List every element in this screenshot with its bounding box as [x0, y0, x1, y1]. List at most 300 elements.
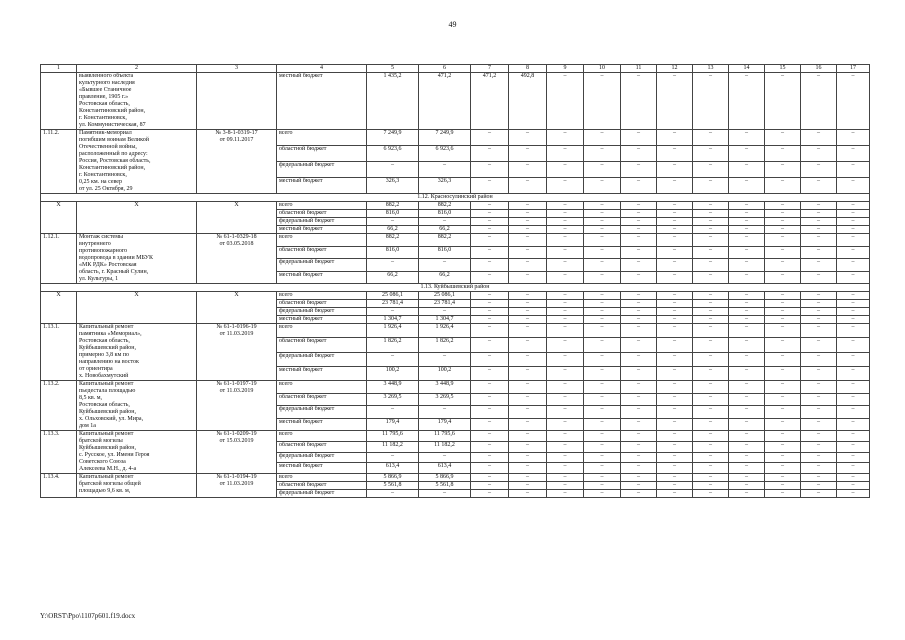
dash-cell: – [584, 271, 621, 284]
row-number: 1.13.1. [41, 324, 77, 381]
dash-cell: – [621, 338, 657, 352]
column-header: 13 [693, 65, 729, 73]
dash-cell: – [837, 393, 870, 406]
dash-cell: – [657, 146, 693, 162]
table-cell: – [419, 406, 471, 419]
column-header: 6 [419, 65, 471, 73]
dash-cell: – [837, 130, 870, 146]
dash-cell: – [471, 259, 509, 272]
dash-cell: – [584, 73, 621, 130]
row-number: 1.12.1. [41, 234, 77, 284]
dash-cell: – [621, 259, 657, 272]
dash-cell: – [621, 431, 657, 442]
budget-type: федеральный бюджет [277, 452, 367, 463]
object-name: Капитальный ремонт братской могилы общей площадью 9,6 кв. м, [77, 474, 197, 498]
dash-cell: – [471, 162, 509, 178]
dash-cell: – [621, 316, 657, 324]
dash-cell: – [547, 431, 584, 442]
section-heading: 1.12. Красносулинский район [41, 194, 870, 202]
dash-cell: – [509, 474, 547, 482]
dash-cell: – [801, 259, 837, 272]
dash-cell: – [729, 463, 765, 474]
budget-type: всего [277, 381, 367, 394]
dash-cell: – [471, 300, 509, 308]
dash-cell: – [765, 130, 801, 146]
table-cell: 1 435,2 [367, 73, 419, 130]
dash-cell: – [509, 178, 547, 194]
dash-cell: – [471, 271, 509, 284]
dash-cell: – [657, 381, 693, 394]
budget-type: федеральный бюджет [277, 308, 367, 316]
table-row [41, 130, 870, 146]
dash-cell: – [729, 202, 765, 210]
table-cell: – [419, 162, 471, 178]
value-cell: 7 249,9 [367, 130, 419, 146]
dash-cell: – [584, 316, 621, 324]
dash-cell: – [801, 393, 837, 406]
dash-cell: – [837, 202, 870, 210]
dash-cell: – [657, 300, 693, 308]
dash-cell: – [801, 210, 837, 218]
dash-cell: – [621, 210, 657, 218]
dash-cell: – [801, 316, 837, 324]
dash-cell: – [801, 202, 837, 210]
value-cell: 6 923,6 [419, 146, 471, 162]
dash-cell: – [471, 292, 509, 300]
dash-cell: – [765, 393, 801, 406]
dash-cell: – [509, 393, 547, 406]
value-cell: 11 795,6 [367, 431, 419, 442]
dash-cell: – [471, 218, 509, 226]
dash-cell: – [584, 490, 621, 498]
dash-cell: – [657, 210, 693, 218]
column-header: 14 [729, 65, 765, 73]
column-header: 1 [41, 65, 77, 73]
dash-cell: – [693, 474, 729, 482]
dash-cell: – [547, 271, 584, 284]
dash-cell: – [729, 474, 765, 482]
dash-cell: – [837, 452, 870, 463]
table-cell: – [419, 452, 471, 463]
dash-cell: – [547, 210, 584, 218]
value-cell: 816,0 [367, 210, 419, 218]
dash-cell: – [509, 210, 547, 218]
column-header: 12 [657, 65, 693, 73]
dash-cell: – [621, 418, 657, 431]
dash-cell: – [584, 441, 621, 452]
object-name: выявленного объекта культурного наследия «Бывшее Станичное правление, 1905 г.» Ростовская область, Константиновский район, г. Константиновск, ул. Коммунистическая, 87 [77, 73, 197, 130]
value-cell: 1 926,4 [419, 324, 471, 338]
table-cell: – [419, 352, 471, 366]
dash-cell: – [801, 418, 837, 431]
dash-cell: – [693, 246, 729, 259]
dash-cell: – [801, 130, 837, 146]
dash-cell: – [837, 300, 870, 308]
budget-type: местный бюджет [277, 463, 367, 474]
budget-type: местный бюджет [277, 418, 367, 431]
dash-cell: – [621, 366, 657, 380]
dash-cell: – [584, 234, 621, 247]
table-row [41, 324, 870, 338]
dash-cell: – [729, 366, 765, 380]
dash-cell: – [837, 218, 870, 226]
dash-cell: – [693, 463, 729, 474]
table-cell: – [367, 308, 419, 316]
value-cell: 816,0 [419, 210, 471, 218]
dash-cell: – [657, 393, 693, 406]
dash-cell: – [547, 300, 584, 308]
table-cell [197, 73, 277, 130]
dash-cell: – [509, 234, 547, 247]
table-row [41, 202, 870, 210]
budget-type: местный бюджет [277, 178, 367, 194]
dash-cell: – [693, 393, 729, 406]
budget-type: местный бюджет [277, 73, 367, 130]
dash-cell: – [693, 130, 729, 146]
dash-cell: – [547, 418, 584, 431]
dash-cell: – [729, 338, 765, 352]
dash-cell: – [729, 292, 765, 300]
document-ref: № 61-1-0194-19 от 11.03.2019 [197, 474, 277, 498]
dash-cell: – [837, 210, 870, 218]
column-header: 5 [367, 65, 419, 73]
dash-cell: – [801, 300, 837, 308]
dash-cell: – [693, 338, 729, 352]
dash-cell: – [509, 202, 547, 210]
value-cell: 882,2 [367, 234, 419, 247]
dash-cell: – [657, 452, 693, 463]
dash-cell: – [765, 246, 801, 259]
value-cell: 1 304,7 [419, 316, 471, 324]
dash-cell: – [547, 316, 584, 324]
dash-cell: – [621, 73, 657, 130]
dash-cell: – [657, 366, 693, 380]
dash-cell: – [547, 452, 584, 463]
dash-cell: – [801, 431, 837, 442]
dash-cell: – [621, 300, 657, 308]
dash-cell: – [621, 463, 657, 474]
dash-cell: – [837, 406, 870, 419]
dash-cell: – [621, 146, 657, 162]
value-cell: 11 182,2 [419, 441, 471, 452]
dash-cell: – [509, 308, 547, 316]
dash-cell: – [584, 482, 621, 490]
value-cell: 66,2 [419, 271, 471, 284]
value-cell: 179,4 [367, 418, 419, 431]
dash-cell: – [693, 418, 729, 431]
dash-cell: – [471, 490, 509, 498]
dash-cell: – [657, 73, 693, 130]
dash-cell: – [657, 246, 693, 259]
value-cell: 882,2 [419, 234, 471, 247]
budget-type: всего [277, 431, 367, 442]
dash-cell: – [584, 226, 621, 234]
budget-type: федеральный бюджет [277, 352, 367, 366]
value-cell: 3 269,5 [367, 393, 419, 406]
budget-type: областной бюджет [277, 300, 367, 308]
dash-cell: – [765, 441, 801, 452]
value-cell: 5 866,9 [367, 474, 419, 482]
dash-cell: – [584, 162, 621, 178]
dash-cell: – [693, 292, 729, 300]
dash-cell: – [621, 324, 657, 338]
dash-cell: – [509, 366, 547, 380]
dash-cell: – [837, 381, 870, 394]
dash-cell: – [621, 452, 657, 463]
dash-cell: – [509, 246, 547, 259]
budget-type: федеральный бюджет [277, 162, 367, 178]
dash-cell: – [765, 292, 801, 300]
dash-cell: – [584, 130, 621, 146]
dash-cell: – [621, 130, 657, 146]
row-number: 1.11.2. [41, 130, 77, 194]
dash-cell: – [547, 130, 584, 146]
x-mark: Х [41, 202, 77, 234]
value-cell: 5 561,8 [367, 482, 419, 490]
object-name: Капитальный ремонт братской могилы Куйбышевский район, с. Русское, ул. Имени Героя Советского Союза Алексеева М.Н., д. 4-а [77, 431, 197, 474]
dash-cell: – [837, 246, 870, 259]
dash-cell: – [509, 271, 547, 284]
page-number: 49 [448, 20, 457, 29]
dash-cell: – [509, 406, 547, 419]
dash-cell: – [471, 308, 509, 316]
dash-cell: – [801, 246, 837, 259]
dash-cell: – [657, 259, 693, 272]
dash-cell: – [584, 406, 621, 419]
dash-cell: – [765, 300, 801, 308]
dash-cell: – [693, 178, 729, 194]
dash-cell: – [729, 246, 765, 259]
dash-cell: – [509, 226, 547, 234]
section-heading: 1.13. Куйбышевский район [41, 284, 870, 292]
dash-cell: – [471, 393, 509, 406]
dash-cell: – [584, 146, 621, 162]
dash-cell: – [765, 418, 801, 431]
dash-cell: – [765, 210, 801, 218]
dash-cell: – [801, 226, 837, 234]
dash-cell: – [765, 463, 801, 474]
dash-cell: – [837, 490, 870, 498]
dash-cell: – [729, 308, 765, 316]
table-cell: – [419, 490, 471, 498]
dash-cell: – [693, 300, 729, 308]
dash-cell: – [509, 463, 547, 474]
dash-cell: – [509, 441, 547, 452]
dash-cell: – [801, 308, 837, 316]
x-mark: Х [77, 202, 197, 234]
table-cell: – [367, 452, 419, 463]
dash-cell: – [547, 393, 584, 406]
dash-cell: – [765, 218, 801, 226]
dash-cell: – [837, 292, 870, 300]
table-cell: – [367, 406, 419, 419]
dash-cell: – [657, 463, 693, 474]
dash-cell: – [471, 474, 509, 482]
dash-cell: – [837, 352, 870, 366]
dash-cell: – [547, 324, 584, 338]
dash-cell: – [729, 352, 765, 366]
document-ref: № 61-1-0197-19 от 11.03.2019 [197, 381, 277, 431]
dash-cell: – [801, 338, 837, 352]
dash-cell: – [547, 381, 584, 394]
dash-cell: – [657, 234, 693, 247]
table-cell: 471,2 [471, 73, 509, 130]
dash-cell: – [471, 452, 509, 463]
dash-cell: – [547, 482, 584, 490]
dash-cell: – [693, 226, 729, 234]
dash-cell: – [837, 316, 870, 324]
dash-cell: – [801, 73, 837, 130]
column-header: 11 [621, 65, 657, 73]
dash-cell: – [693, 271, 729, 284]
budget-type: местный бюджет [277, 226, 367, 234]
dash-cell: – [471, 130, 509, 146]
value-cell: 7 249,9 [419, 130, 471, 146]
header-row [41, 65, 870, 73]
value-cell: 6 923,6 [367, 146, 419, 162]
budget-type: местный бюджет [277, 366, 367, 380]
dash-cell: – [765, 366, 801, 380]
dash-cell: – [729, 381, 765, 394]
dash-cell: – [509, 300, 547, 308]
dash-cell: – [837, 418, 870, 431]
dash-cell: – [547, 259, 584, 272]
dash-cell: – [547, 406, 584, 419]
object-name: Капитальный ремонт памятника «Мемориал», Ростовская область, Куйбышевский район, примерно 3,8 км по направлению на восток от ориентира х. Новобахмутский [77, 324, 197, 381]
dash-cell: – [765, 490, 801, 498]
table-cell: – [419, 308, 471, 316]
dash-cell: – [584, 218, 621, 226]
object-name: Капитальный ремонт пьедестала площадью 8,5 кв. м, Ростовская область, Куйбышевский район, х. Ольховский, ул. Мира, дом 1а [77, 381, 197, 431]
dash-cell: – [729, 130, 765, 146]
dash-cell: – [765, 178, 801, 194]
dash-cell: – [471, 463, 509, 474]
dash-cell: – [693, 202, 729, 210]
dash-cell: – [729, 210, 765, 218]
dash-cell: – [693, 73, 729, 130]
dash-cell: – [509, 352, 547, 366]
dash-cell: – [509, 482, 547, 490]
dash-cell: – [547, 226, 584, 234]
dash-cell: – [471, 226, 509, 234]
document-ref: № 61-1-0329-18 от 03.05.2018 [197, 234, 277, 284]
budget-type: всего [277, 292, 367, 300]
dash-cell: – [693, 441, 729, 452]
dash-cell: – [584, 210, 621, 218]
dash-cell: – [547, 234, 584, 247]
dash-cell: – [471, 406, 509, 419]
dash-cell: – [801, 271, 837, 284]
dash-cell: – [765, 406, 801, 419]
dash-cell: – [801, 146, 837, 162]
value-cell: 882,2 [367, 202, 419, 210]
value-cell: 326,3 [419, 178, 471, 194]
value-cell: 25 086,1 [367, 292, 419, 300]
dash-cell: – [657, 292, 693, 300]
dash-cell: – [837, 234, 870, 247]
column-header: 10 [584, 65, 621, 73]
dash-cell: – [693, 259, 729, 272]
dash-cell: – [547, 441, 584, 452]
dash-cell: – [729, 482, 765, 490]
dash-cell: – [621, 381, 657, 394]
table-cell: – [367, 352, 419, 366]
dash-cell: – [471, 352, 509, 366]
dash-cell: – [471, 338, 509, 352]
dash-cell: – [657, 130, 693, 146]
dash-cell: – [765, 431, 801, 442]
dash-cell: – [837, 431, 870, 442]
dash-cell: – [509, 259, 547, 272]
value-cell: 3 448,9 [419, 381, 471, 394]
dash-cell: – [471, 316, 509, 324]
dash-cell: – [584, 352, 621, 366]
dash-cell: – [765, 202, 801, 210]
budget-type: областной бюджет [277, 210, 367, 218]
value-cell: 613,4 [367, 463, 419, 474]
table-row [41, 234, 870, 247]
dash-cell: – [509, 324, 547, 338]
dash-cell: – [837, 441, 870, 452]
dash-cell: – [547, 474, 584, 482]
value-cell: 11 795,6 [419, 431, 471, 442]
dash-cell: – [547, 490, 584, 498]
dash-cell: – [801, 490, 837, 498]
dash-cell: – [765, 482, 801, 490]
dash-cell: – [509, 418, 547, 431]
dash-cell: – [509, 292, 547, 300]
dash-cell: – [801, 474, 837, 482]
dash-cell: – [509, 452, 547, 463]
value-cell: 100,2 [419, 366, 471, 380]
dash-cell: – [837, 324, 870, 338]
table-cell: 492,8 [509, 73, 547, 130]
budget-type: федеральный бюджет [277, 218, 367, 226]
dash-cell: – [584, 338, 621, 352]
dash-cell: – [693, 352, 729, 366]
table-cell: – [367, 259, 419, 272]
value-cell: 66,2 [367, 271, 419, 284]
column-header: 15 [765, 65, 801, 73]
dash-cell: – [801, 366, 837, 380]
budget-type: областной бюджет [277, 246, 367, 259]
column-header: 3 [197, 65, 277, 73]
column-header: 16 [801, 65, 837, 73]
dash-cell: – [729, 406, 765, 419]
dash-cell: – [657, 406, 693, 419]
table-row [41, 381, 870, 394]
dash-cell: – [765, 234, 801, 247]
dash-cell: – [765, 308, 801, 316]
dash-cell: – [471, 418, 509, 431]
dash-cell: – [765, 271, 801, 284]
budget-type: областной бюджет [277, 146, 367, 162]
value-cell: 66,2 [419, 226, 471, 234]
dash-cell: – [693, 431, 729, 442]
dash-cell: – [657, 431, 693, 442]
dash-cell: – [657, 308, 693, 316]
dash-cell: – [693, 482, 729, 490]
dash-cell: – [837, 146, 870, 162]
column-header: 7 [471, 65, 509, 73]
dash-cell: – [584, 474, 621, 482]
dash-cell: – [729, 259, 765, 272]
dash-cell: – [657, 474, 693, 482]
value-cell: 816,0 [419, 246, 471, 259]
dash-cell: – [547, 246, 584, 259]
dash-cell: – [509, 162, 547, 178]
dash-cell: – [729, 218, 765, 226]
